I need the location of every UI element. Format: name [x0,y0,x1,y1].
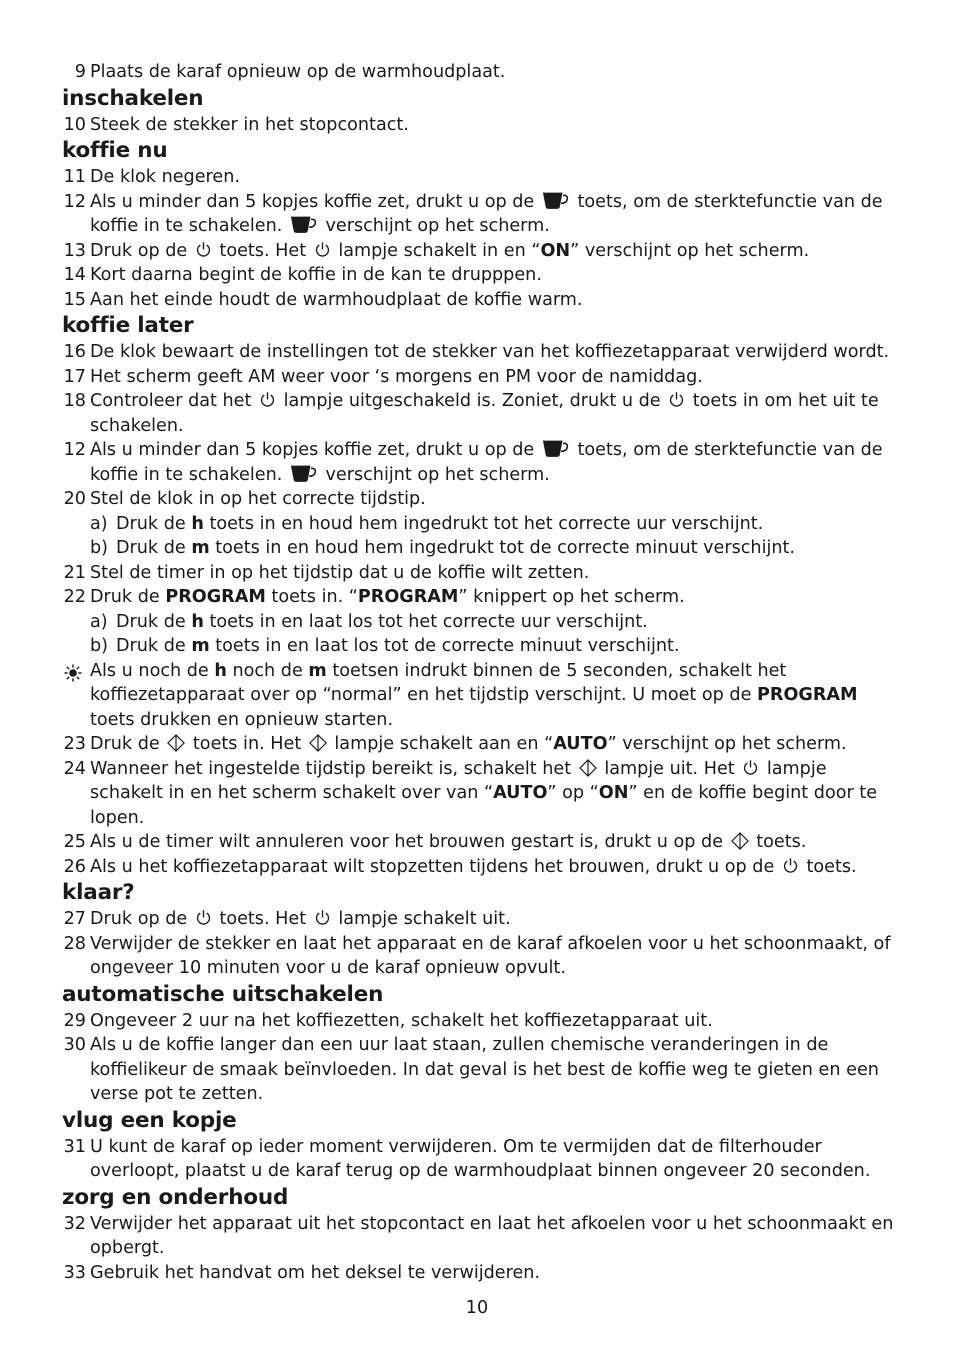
strong-cup-icon [290,464,318,483]
step-text: Druk de [116,513,186,534]
step-28 [62,932,898,981]
step-text: toets. [806,856,857,877]
step-16 [62,340,898,365]
auto-diamond-icon [579,759,597,777]
step-text: ” op “ [547,783,599,803]
step-20-a [62,512,898,537]
step-text: toets. Het [219,240,307,261]
step-text: verschijnt op het scherm. [325,216,550,236]
step-text: Plaats de karaf opnieuw op de warmhoudplaat. [90,62,506,82]
program-key: PROGRAM [757,685,858,705]
step-text: lampje schakelt uit. [338,909,511,929]
step-text: toets. Het [219,909,307,929]
step-text: Druk de [116,636,186,656]
tip-text: toets drukken en opnieuw starten. [90,709,394,730]
step-text: toets, om de sterktefunctie van de koffie in te schakelen. [90,191,883,236]
heading-zorg-en-onderhoud: zorg en onderhoud [62,1184,289,1210]
step-number: 10 [63,114,86,135]
step-text: toets in en laat los tot het correcte uur verschijnt. [209,611,648,632]
step-number: 12 [63,440,86,460]
heading-koffie-later: koffie later [62,313,194,338]
sub-label: a) [90,513,108,534]
strong-cup-icon [542,439,570,458]
step-number: 17 [63,366,86,387]
step-text: Als u minder dan 5 kopjes koffie zet, drukt u op de [90,191,535,212]
step-text: Druk op de [90,240,188,261]
power-icon [668,390,685,409]
power-icon [314,908,331,927]
step-number: 11 [63,167,86,187]
tip-text: Als u noch de [90,660,209,681]
program-label: PROGRAM [357,587,459,607]
sub-label: a) [90,611,108,632]
step-number: 14 [63,265,86,285]
page-number: 10 [465,1298,489,1318]
step-text: Gebruik het handvat om het deksel te verwijderen. [90,1262,541,1283]
power-icon [782,856,799,875]
tip-text: noch de [232,660,303,681]
step-text: Als u de koffie langer dan een uur laat staan, zullen chemische veranderingen in de koffielikeur de smaak beïnvloeden. In dat geval is het best de koffie weg te gieten en een verse pot te zetten. [90,1035,879,1104]
auto-label: AUTO [553,734,608,754]
step-24 [62,757,898,831]
key-m: m [191,636,210,656]
key-h: h [191,513,204,534]
step-number: 23 [63,734,86,754]
heading-vlug-een-kopje: vlug een kopje [62,1107,237,1133]
power-icon [259,390,276,409]
step-text: Verwijder het apparaat uit het stopcontact en laat het afkoelen voor u het schoonmaakt en opbergt. [90,1213,894,1258]
step-number: 12 [63,191,86,212]
heading-klaar: klaar? [62,880,135,905]
heading-koffie-nu: koffie nu [62,138,168,163]
power-icon [195,240,212,259]
step-18 [62,389,898,438]
sub-label: b) [90,636,109,656]
step-32 [62,1212,898,1261]
step-text: lampje schakelt in en het scherm schakelt over van “ [90,758,827,803]
tip-text: toetsen indrukt binnen de 5 seconden, schakelt het koffiezetapparaat over op “normal” en het tijdstip verschijnt. U moet op de [90,660,787,705]
step-text: Ongeveer 2 uur na het koffiezetten, schakelt het koffiezetapparaat uit. [90,1010,713,1031]
sun-tip-icon [64,664,82,682]
step-text: toets in en laat los tot de correcte minuut verschijnt. [215,636,680,656]
key-m: m [308,660,327,681]
tip-note [62,659,898,733]
step-26 [62,855,898,880]
step-number: 28 [63,933,86,954]
on-label: ON [540,240,571,261]
power-icon [314,240,331,259]
step-text: Druk de [116,611,186,632]
step-text: U kunt de karaf op ieder moment verwijderen. Om te vermijden dat de filterhouder overloopt, plaatst u de karaf terug op de warmhoudplaat binnen ongeveer 20 seconden. [90,1136,871,1181]
step-31 [62,1135,898,1184]
step-number: 33 [63,1262,86,1283]
step-33 [62,1261,898,1286]
step-text: Druk de [116,538,186,558]
step-text: De klok bewaart de instellingen tot de stekker van het koffiezetapparaat verwijderd wordt. [90,342,890,362]
step-22-a [62,610,898,635]
step-text: Kort daarna begint de koffie in de kan te drupppen. [90,265,542,285]
step-22-b [62,634,898,659]
key-m: m [191,538,210,558]
instructions-content [62,60,898,1285]
step-14 [62,263,898,288]
step-text: Als u minder dan 5 kopjes koffie zet, drukt u op de [90,440,535,460]
step-text: Verwijder de stekker en laat het apparaat en de karaf afkoelen voor u het schoonmaakt, of ongeveer 10 minuten voor u de karaf opnieuw opvult. [90,933,891,978]
step-11 [62,165,898,190]
step-text: Stel de klok in op het correcte tijdstip. [90,489,426,509]
step-12-strength [62,190,898,239]
step-text: De klok negeren. [90,167,240,187]
step-number: 20 [63,489,86,509]
step-text: Aan het einde houdt de warmhoudplaat de koffie warm. [90,289,583,310]
step-text: ” en de koffie begint door te lopen. [90,783,878,828]
step-number: 15 [63,289,86,310]
strong-cup-icon [542,191,570,210]
step-text: toets in en houd hem ingedrukt tot de correcte minuut verschijnt. [215,538,795,558]
step-text: verschijnt op het scherm. [325,464,550,485]
step-12-strength-later [62,438,898,487]
step-number: 31 [63,1136,86,1157]
step-29 [62,1009,898,1034]
auto-diamond-icon [309,734,327,752]
key-h: h [214,660,227,681]
step-number: 26 [63,856,86,877]
step-number: 24 [63,758,86,779]
step-13 [62,239,898,264]
step-text: ” verschijnt op het scherm. [607,734,847,754]
auto-label: AUTO [493,783,548,803]
step-10 [62,113,898,138]
auto-diamond-icon [731,832,749,850]
step-23 [62,732,898,757]
step-number: 25 [63,832,86,852]
step-number: 13 [63,240,86,261]
step-15 [62,288,898,313]
step-text: lampje schakelt aan en “ [334,734,554,754]
program-key: PROGRAM [165,587,266,607]
key-h: h [191,611,204,632]
step-20 [62,487,898,512]
step-text: ” verschijnt op het scherm. [570,240,810,261]
heading-inschakelen: inschakelen [62,85,204,111]
step-text: Als u de timer wilt annuleren voor het brouwen gestart is, drukt u op de [90,832,724,852]
step-text: Wanneer het ingestelde tijdstip bereikt is, schakelt het [90,758,572,779]
step-text: lampje uitgeschakeld is. Zoniet, drukt u de [283,391,661,411]
step-number: 30 [63,1035,86,1055]
step-20-b [62,536,898,561]
step-text: Controleer dat het [90,391,252,411]
step-number: 9 [74,62,86,82]
step-text: Als u het koffiezetapparaat wilt stopzetten tijdens het brouwen, drukt u op de [90,856,775,877]
step-25 [62,830,898,855]
step-text: toets. [756,832,807,852]
step-30 [62,1033,898,1107]
step-number: 22 [63,587,86,607]
step-22 [62,585,898,610]
auto-diamond-icon [167,734,185,752]
step-21 [62,561,898,586]
power-icon [742,758,759,777]
step-text: Druk op de [90,909,188,929]
on-label: ON [598,783,629,803]
step-text: toets in. Het [192,734,302,754]
step-17 [62,365,898,390]
step-text: Druk de [90,587,160,607]
strong-cup-icon [290,215,318,234]
step-number: 21 [63,562,86,583]
step-text: Stel de timer in op het tijdstip dat u de koffie wilt zetten. [90,562,590,583]
step-text: toets in en houd hem ingedrukt tot het correcte uur verschijnt. [209,513,764,534]
step-text: toets in om het uit te schakelen. [90,391,879,436]
sub-label: b) [90,538,109,558]
step-number: 18 [63,391,86,411]
step-text: Steek de stekker in het stopcontact. [90,114,409,135]
step-text: Druk de [90,734,160,754]
step-number: 29 [63,1010,86,1031]
step-text: Het scherm geeft AM weer voor ‘s morgens en PM voor de namiddag. [90,366,703,387]
step-number: 32 [63,1213,86,1234]
step-text: lampje uit. Het [604,758,735,779]
power-icon [195,908,212,927]
step-number: 16 [63,342,86,362]
step-text: ” knippert op het scherm. [458,587,685,607]
step-number: 27 [63,909,86,929]
step-text: lampje schakelt in en “ [338,240,541,261]
step-text: toets in. “ [271,587,358,607]
step-27 [62,907,898,932]
step-9 [62,60,898,85]
step-text: toets, om de sterktefunctie van de koffie in te schakelen. [90,440,883,485]
heading-automatische-uitschakelen: automatische uitschakelen [62,981,384,1007]
